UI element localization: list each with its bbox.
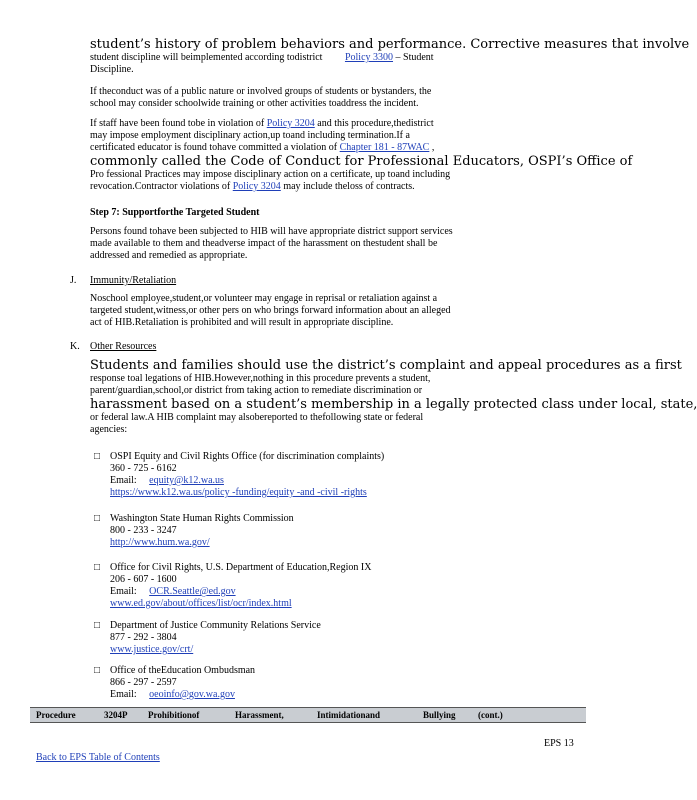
email-link[interactable]: OCR.Seattle@ed.gov <box>149 586 236 597</box>
checkbox-bullet-icon: □ <box>94 620 101 631</box>
lead-text: commonly called the Code of Conduct for Professional Educators, OSPI’s Office of <box>90 154 633 169</box>
checkbox-bullet-icon: □ <box>94 562 101 573</box>
email-label: Email: <box>110 586 137 597</box>
url-link[interactable]: https://www.k12.wa.us/policy -funding/equity -and -civil -rights <box>110 487 367 498</box>
body-text: agencies: <box>90 424 128 435</box>
checkbox-bullet-icon: □ <box>94 451 101 462</box>
policy-3300-link[interactable]: Policy 3300 <box>344 52 394 63</box>
section-k-title: Other Resources <box>90 341 157 352</box>
body-text: If staff have been found tobe in violation of <box>90 118 265 129</box>
resource-ospi <box>110 451 550 499</box>
body-text: If theconduct was of a public nature or involved groups of students or bystanders, the <box>90 86 432 97</box>
resource-name: Office for Civil Rights, U.S. Department of Education,Region IX <box>110 562 372 573</box>
body-text: Pro fessional Practices may impose disciplinary action on a certificate, up toand including <box>90 169 451 180</box>
paragraph-support <box>90 226 550 262</box>
footer-title-part: Intimidationand <box>317 710 381 720</box>
resource-phone: 800 - 233 - 3247 <box>110 525 177 536</box>
policy-3204-link[interactable]: Policy 3204 <box>266 118 315 129</box>
resource-phone: 360 - 725 - 6162 <box>110 463 177 474</box>
body-text: addressed and remedied as appropriate. <box>90 250 248 261</box>
back-to-toc-link[interactable]: Back to EPS Table of Contents <box>36 752 160 763</box>
section-j-letter: J. <box>70 275 77 286</box>
resource-name: OSPI Equity and Civil Rights Office (for discrimination complaints) <box>110 451 385 462</box>
page-number: EPS 13 <box>544 738 574 749</box>
body-text: made available to them and theadverse impact of the harassment on thestudent shall be <box>90 238 438 249</box>
email-link[interactable]: equity@k12.wa.us <box>149 475 224 486</box>
body-text: or federal law.A HIB complaint may alsobereported to thefollowing state or federal <box>90 412 424 423</box>
paragraph-corrective-measures <box>90 37 690 76</box>
resource-human-rights-commission <box>110 513 550 549</box>
paragraph-public-conduct <box>90 86 550 110</box>
email-label: Email: <box>110 689 137 700</box>
checkbox-bullet-icon: □ <box>94 513 101 524</box>
body-text: response toal legations of HIB.However,nothing in this procedure prevents a student, <box>90 373 431 384</box>
checkbox-bullet-icon: □ <box>94 665 101 676</box>
procedure-footer-bar <box>30 707 586 723</box>
body-text: Discipline. <box>90 64 134 75</box>
section-k-letter: K. <box>70 341 80 352</box>
body-text: student discipline will beimplemented according todistrict <box>90 52 323 63</box>
step-7-section <box>90 207 550 219</box>
resource-phone: 206 - 607 - 1600 <box>110 574 177 585</box>
lead-text: harassment based on a student’s membership in a legally protected class under local, state, <box>90 397 697 412</box>
resource-ocr <box>110 562 550 610</box>
url-link[interactable]: http://www.hum.wa.gov/ <box>110 537 210 548</box>
body-text: revocation.Contractor violations of <box>90 181 231 192</box>
footer-title-part: Harassment, <box>235 710 284 720</box>
body-text: certificated educator is found tohave committed a violation of <box>90 142 338 153</box>
url-link[interactable]: www.ed.gov/about/offices/list/ocr/index.html <box>110 598 292 609</box>
url-link[interactable]: www.justice.gov/crt/ <box>110 644 194 655</box>
body-text: and this procedure,thedistrict <box>314 118 434 129</box>
footer-procedure-label: Procedure <box>36 710 76 720</box>
lead-text: student’s history of problem behaviors and performance. Corrective measures that involve <box>90 37 690 52</box>
body-text: Noschool employee,student,or volunteer may engage in reprisal or retaliation against a <box>90 293 438 304</box>
body-text: school may consider schoolwide training or other activities toaddress the incident. <box>90 98 419 109</box>
body-text: Persons found tohave been subjected to HIB will have appropriate district support services <box>90 226 453 237</box>
resource-name: Washington State Human Rights Commission <box>110 513 294 524</box>
resource-name: Office of theEducation Ombudsman <box>110 665 256 676</box>
resource-ombudsman <box>110 665 550 701</box>
footer-title-part: Bullying <box>423 710 456 720</box>
lead-text: Students and families should use the district’s complaint and appeal procedures as a first <box>90 358 682 373</box>
body-text: , <box>429 142 435 153</box>
body-text: – Student <box>393 52 434 63</box>
chapter-181-87-wac-link[interactable]: Chapter 181 - 87WAC <box>339 142 430 153</box>
footer-cont-label: (cont.) <box>478 710 503 720</box>
paragraph-other-resources <box>90 358 697 436</box>
body-text: act of HIB.Retaliation is prohibited and will result in appropriate discipline. <box>90 317 394 328</box>
step-7-heading: Step 7: Supportforthe Targeted Student <box>90 207 260 218</box>
email-link[interactable]: oeoinfo@gov.wa.gov <box>149 689 235 700</box>
resource-doj <box>110 620 550 656</box>
footer-procedure-number: 3204P <box>104 710 128 720</box>
email-label: Email: <box>110 475 137 486</box>
body-text: parent/guardian,school,or district from taking action to remediate discrimination or <box>90 385 423 396</box>
resource-phone: 877 - 292 - 3804 <box>110 632 177 643</box>
footer-title-part: Prohibitionof <box>148 710 200 720</box>
paragraph-retaliation <box>90 293 550 329</box>
body-text: may include theloss of contracts. <box>280 181 415 192</box>
body-text: may impose employment disciplinary action,up toand including termination.If a <box>90 130 410 141</box>
paragraph-staff-violation <box>90 118 633 193</box>
resource-phone: 866 - 297 - 2597 <box>110 677 177 688</box>
body-text: targeted student,witness,or other pers on who brings forward information about an alleged <box>90 305 451 316</box>
section-j-title: Immunity/Retaliation <box>90 275 177 286</box>
resource-name: Department of Justice Community Relations Service <box>110 620 321 631</box>
policy-3204-link[interactable]: Policy 3204 <box>232 181 281 192</box>
